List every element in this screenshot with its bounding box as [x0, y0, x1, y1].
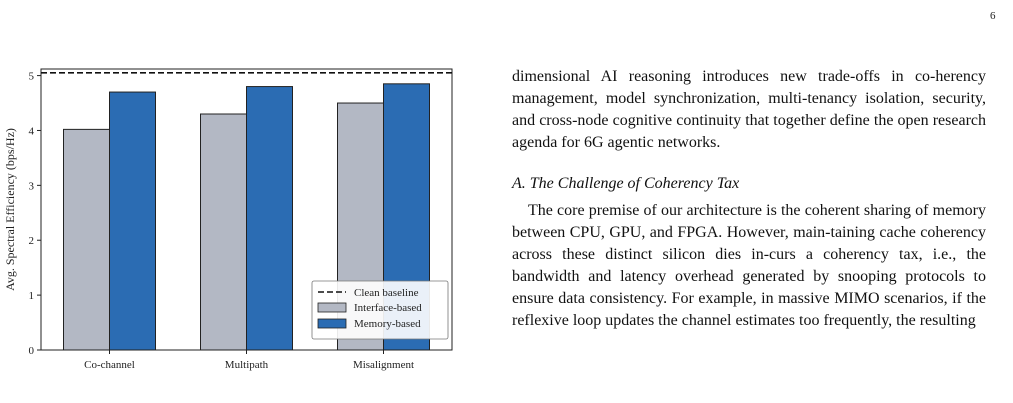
body-paragraph: The core premise of our architecture is the coherent sharing of memory between CPU, GPU, and FPGA. However, main-taining cache coherency across these distinct silicon dies in-curs a coherency tax, i.e., the bandwidth and latency overhead generated by snooping protocols to ensure data consistency. For example, in massive MIMO scenarios, if the reflexive loop updates the channel estimates too frequently, the resulting — [512, 202, 986, 329]
legend-label: Interface-based — [354, 302, 422, 314]
section-heading: A. The Challenge of Coherency Tax — [512, 175, 740, 192]
y-tick-label: 5 — [28, 70, 34, 83]
bar-chart — [0, 58, 470, 383]
y-tick-label: 4 — [28, 125, 34, 138]
y-tick-label: 1 — [28, 290, 34, 303]
legend-swatch — [318, 319, 346, 328]
body-paragraph: dimensional AI reasoning introduces new trade-offs in co-herency management, model synchronization, multi-tenancy isolation, security, and cross-node cognitive continuity that together define the open research agenda for 6G agentic networks. — [512, 68, 986, 151]
x-tick-label: Co-channel — [84, 359, 135, 371]
bar-memory-based — [247, 87, 293, 350]
legend-swatch — [318, 303, 346, 312]
x-tick-label: Multipath — [224, 359, 269, 371]
x-tick-label: Misalignment — [352, 359, 415, 371]
page-number: 6 — [990, 10, 996, 22]
bar-interface-based — [64, 129, 110, 350]
text-column — [512, 66, 986, 332]
bar-chart-figure — [0, 58, 470, 383]
y-tick-label: 3 — [28, 180, 34, 193]
legend-label: Clean baseline — [354, 287, 419, 299]
y-tick-label: 2 — [28, 235, 34, 248]
bar-memory-based — [110, 92, 156, 350]
y-tick-label: 0 — [28, 345, 34, 357]
y-axis-label: Avg. Spectral Efficiency (bps/Hz) — [3, 128, 17, 291]
legend-label: Memory-based — [354, 318, 421, 330]
bar-interface-based — [201, 114, 247, 350]
